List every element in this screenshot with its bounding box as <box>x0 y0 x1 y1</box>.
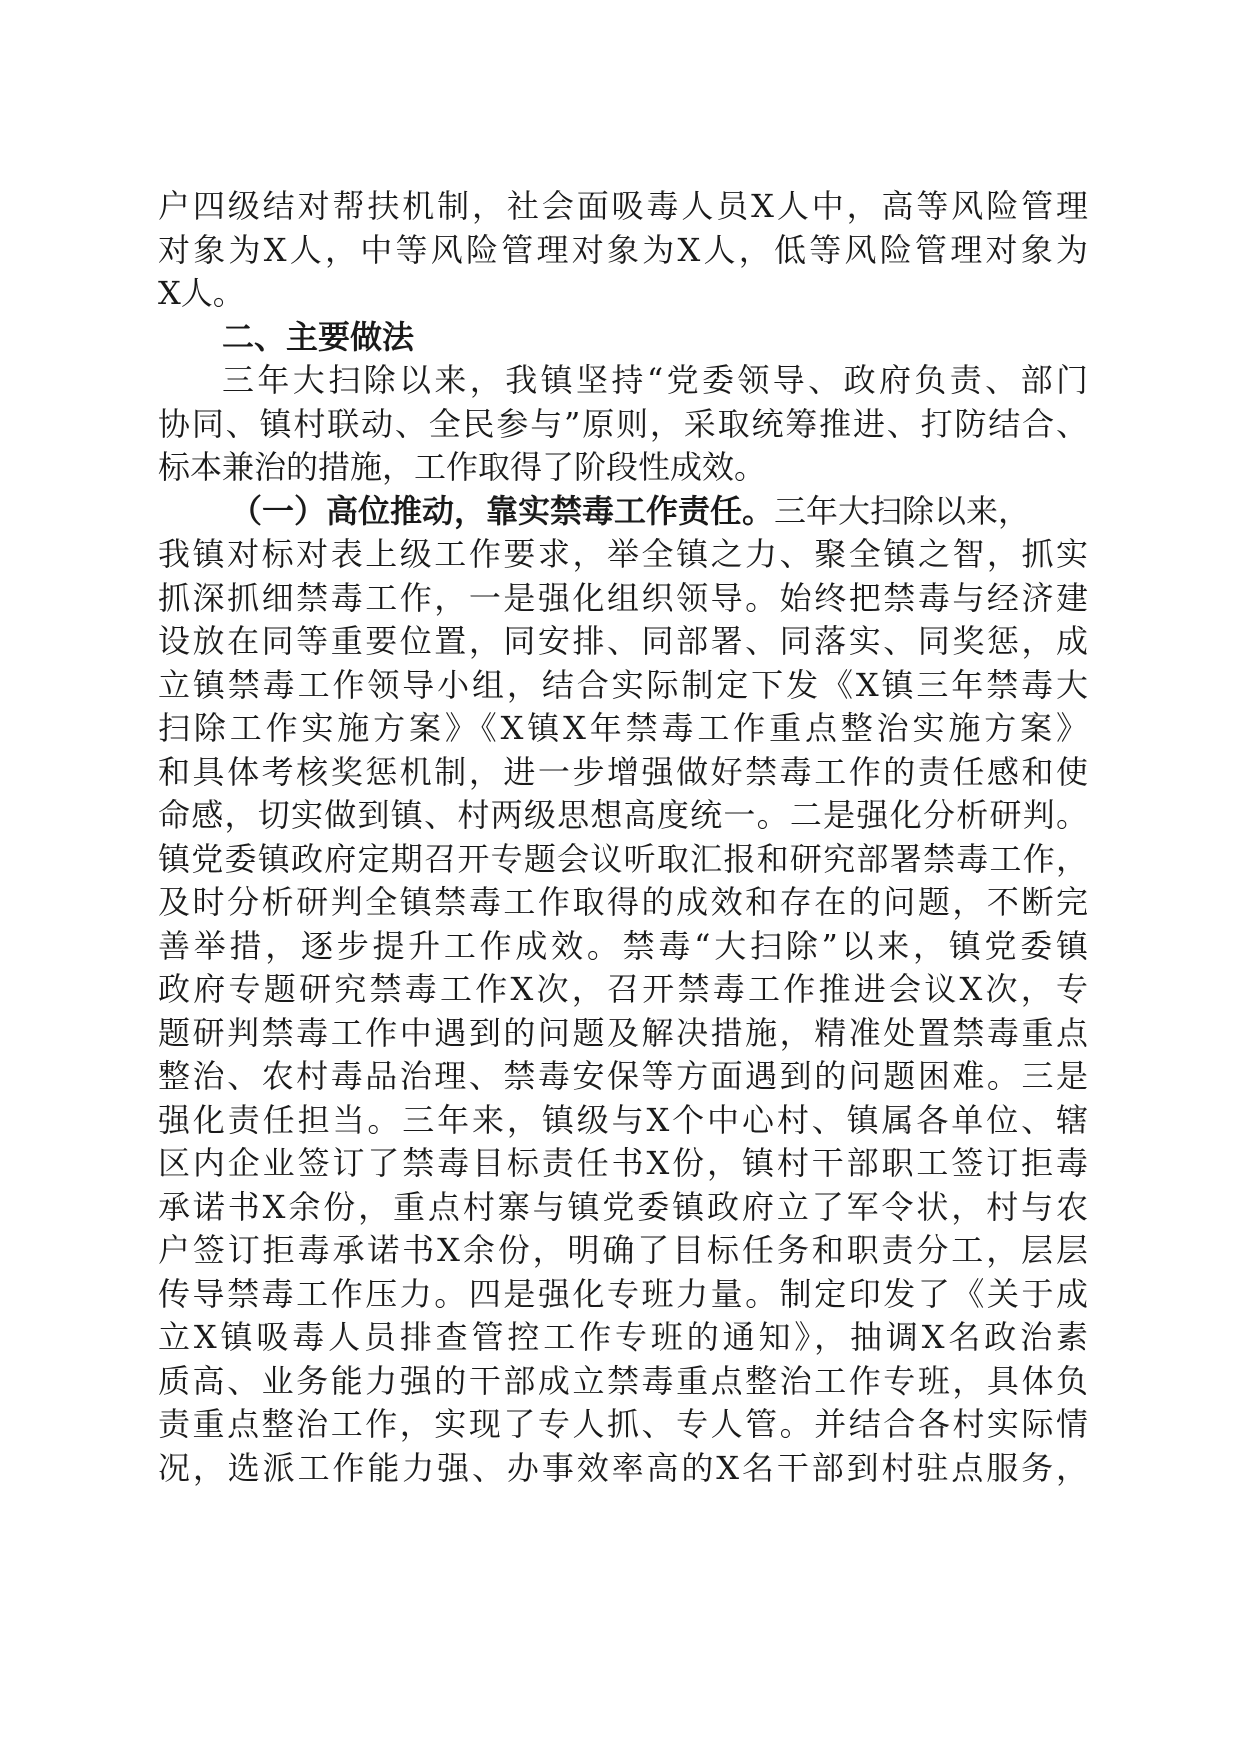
subsection-line: 户签订拒毒承诺书X余份，明确了目标任务和职责分工，层层 <box>158 1231 1088 1269</box>
subsection-title: （一）高位推动，靠实禁毒工作责任。 <box>230 491 775 530</box>
body-line: 户四级结对帮扶机制，社会面吸毒人员X人中，高等风险管理 <box>158 187 1088 225</box>
subsection-first-line-rest: 三年大扫除以来， <box>774 491 1031 530</box>
subsection-line: 命感，切实做到镇、村两级思想高度统一。二是强化分析研判。 <box>158 796 1088 834</box>
subsection-line: 整治、农村毒品治理、禁毒安保等方面遇到的问题困难。三是 <box>158 1057 1088 1095</box>
subsection-line: 政府专题研究禁毒工作X次，召开禁毒工作推进会议X次，专 <box>158 970 1088 1008</box>
subsection-line: 设放在同等重要位置，同安排、同部署、同落实、同奖惩，成 <box>158 622 1088 660</box>
subsection-line: 及时分析研判全镇禁毒工作取得的成效和存在的问题，不断完 <box>158 883 1088 921</box>
subsection-line: 传导禁毒工作压力。四是强化专班力量。制定印发了《关于成 <box>158 1274 1088 1313</box>
subsection-line: 抓深抓细禁毒工作，一是强化组织领导。始终把禁毒与经济建 <box>158 578 1088 617</box>
subsection-line: 善举措，逐步提升工作成效。禁毒“大扫除”以来，镇党委镇 <box>158 926 1088 965</box>
body-line: X人。 <box>158 274 245 312</box>
subsection-line: 扫除工作实施方案》《X镇X年禁毒工作重点整治实施方案》 <box>158 709 1088 747</box>
subsection-line: 立X镇吸毒人员排查管控工作专班的通知》，抽调X名政治素 <box>158 1318 1088 1356</box>
subsection-line: 题研判禁毒工作中遇到的问题及解决措施，精准处置禁毒重点 <box>158 1013 1088 1052</box>
subsection-line: 承诺书X余份，重点村寨与镇党委镇政府立了军令状，村与农 <box>158 1187 1088 1226</box>
document-body <box>158 185 1088 1490</box>
subsection-line: 区内企业签订了禁毒目标责任书X份，镇村干部职工签订拒毒 <box>158 1144 1088 1182</box>
subsection-line: 我镇对标对表上级工作要求，举全镇之力、聚全镇之智，抓实 <box>158 535 1088 573</box>
subsection-line: 镇党委镇政府定期召开专题会议听取汇报和研究部署禁毒工作， <box>158 839 1088 878</box>
subsection-first-line <box>158 490 1088 534</box>
subsection-line: 强化责任担当。三年来，镇级与X个中心村、镇属各单位、辖 <box>158 1100 1088 1139</box>
subsection-line: 和具体考核奖惩机制，进一步增强做好禁毒工作的责任感和使 <box>158 752 1088 791</box>
intro-line: 协同、镇村联动、全民参与”原则，采取统筹推进、打防结合、 <box>158 404 1088 443</box>
intro-line: 三年大扫除以来，我镇坚持“党委领导、政府负责、部门 <box>222 361 1088 399</box>
subsection-line: 况，选派工作能力强、办事效率高的X名干部到村驻点服务， <box>158 1448 1088 1487</box>
intro-line: 标本兼治的措施，工作取得了阶段性成效。 <box>158 448 767 486</box>
subsection-line: 立镇禁毒工作领导小组，结合实际制定下发《X镇三年禁毒大 <box>158 665 1088 704</box>
section-heading: 二、主要做法 <box>222 317 415 356</box>
subsection-line: 责重点整治工作，实现了专人抓、专人管。并结合各村实际情 <box>158 1405 1088 1443</box>
body-line: 对象为X人，中等风险管理对象为X人，低等风险管理对象为 <box>158 230 1088 269</box>
subsection-line: 质高、业务能力强的干部成立禁毒重点整治工作专班，具体负 <box>158 1361 1088 1400</box>
